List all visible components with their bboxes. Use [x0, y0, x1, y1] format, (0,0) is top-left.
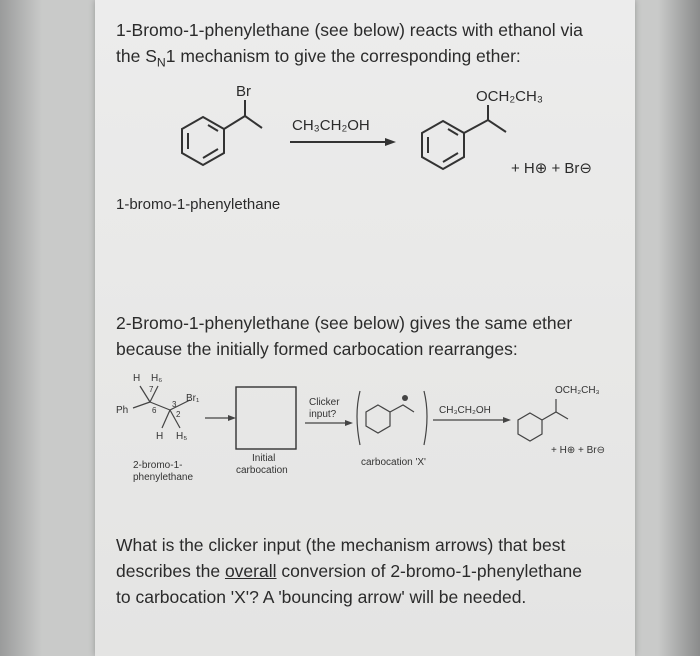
- byproducts-2: + H⊕ + Br⊖: [551, 445, 605, 456]
- clicker-label-2: input?: [309, 409, 337, 420]
- h-bottom-label: H: [156, 431, 164, 442]
- question-line-1: What is the clicker input (the mechanism arrows) that best: [116, 535, 566, 555]
- question-line-3: to carbocation 'X'? A 'bouncing arrow' will be needed.: [116, 587, 527, 607]
- atom-number-6: 6: [152, 406, 157, 415]
- br1-label: Br₁: [186, 393, 200, 404]
- question-line-2: describes the overall conversion of 2-bromo-1-phenylethane: [116, 561, 582, 581]
- ethanol-reagent: CH₃CH₂OH: [292, 117, 370, 134]
- rearrangement-line-1: 2-Bromo-1-phenylethane (see below) gives the same ether: [116, 313, 573, 333]
- byproducts-1: + H⊕ + Br⊖: [511, 160, 592, 177]
- h6-label: H₆: [151, 373, 163, 384]
- intro-line-1: 1-Bromo-1-phenylethane (see below) reacts with ethanol via: [116, 20, 583, 40]
- atom-number-7: 7: [149, 385, 154, 394]
- carbocation-box: [236, 387, 296, 449]
- ethoxy-group: OCH₂CH₃: [476, 88, 543, 105]
- rearrangement-line-2: because the initially formed carbocation rearranges:: [116, 339, 518, 359]
- ph-label: Ph: [116, 405, 129, 416]
- initial-label-1: Initial: [252, 453, 276, 464]
- h-left-label: H: [133, 373, 141, 384]
- start-name-2b: phenylethane: [133, 472, 194, 483]
- ethoxy-group-2: OCH₂CH₃: [555, 385, 600, 396]
- start-name-2a: 2-bromo-1-: [133, 460, 183, 471]
- initial-label-2: carbocation: [236, 465, 288, 476]
- atom-number-3: 3: [172, 400, 177, 409]
- atom-number-2: 2: [176, 410, 181, 419]
- start-material-name: 1-bromo-1-phenylethane: [116, 196, 281, 213]
- h5-label: H₅: [176, 431, 188, 442]
- clicker-label-1: Clicker: [309, 397, 340, 408]
- ethanol-reagent-2: CH₃CH₂OH: [439, 405, 491, 416]
- intro-line-2: the $S_N1$ mechanism to give the corresponding ether:: [116, 46, 521, 70]
- bromine-label: Br: [236, 83, 251, 100]
- carbocation-x-label: carbocation 'X': [361, 457, 426, 468]
